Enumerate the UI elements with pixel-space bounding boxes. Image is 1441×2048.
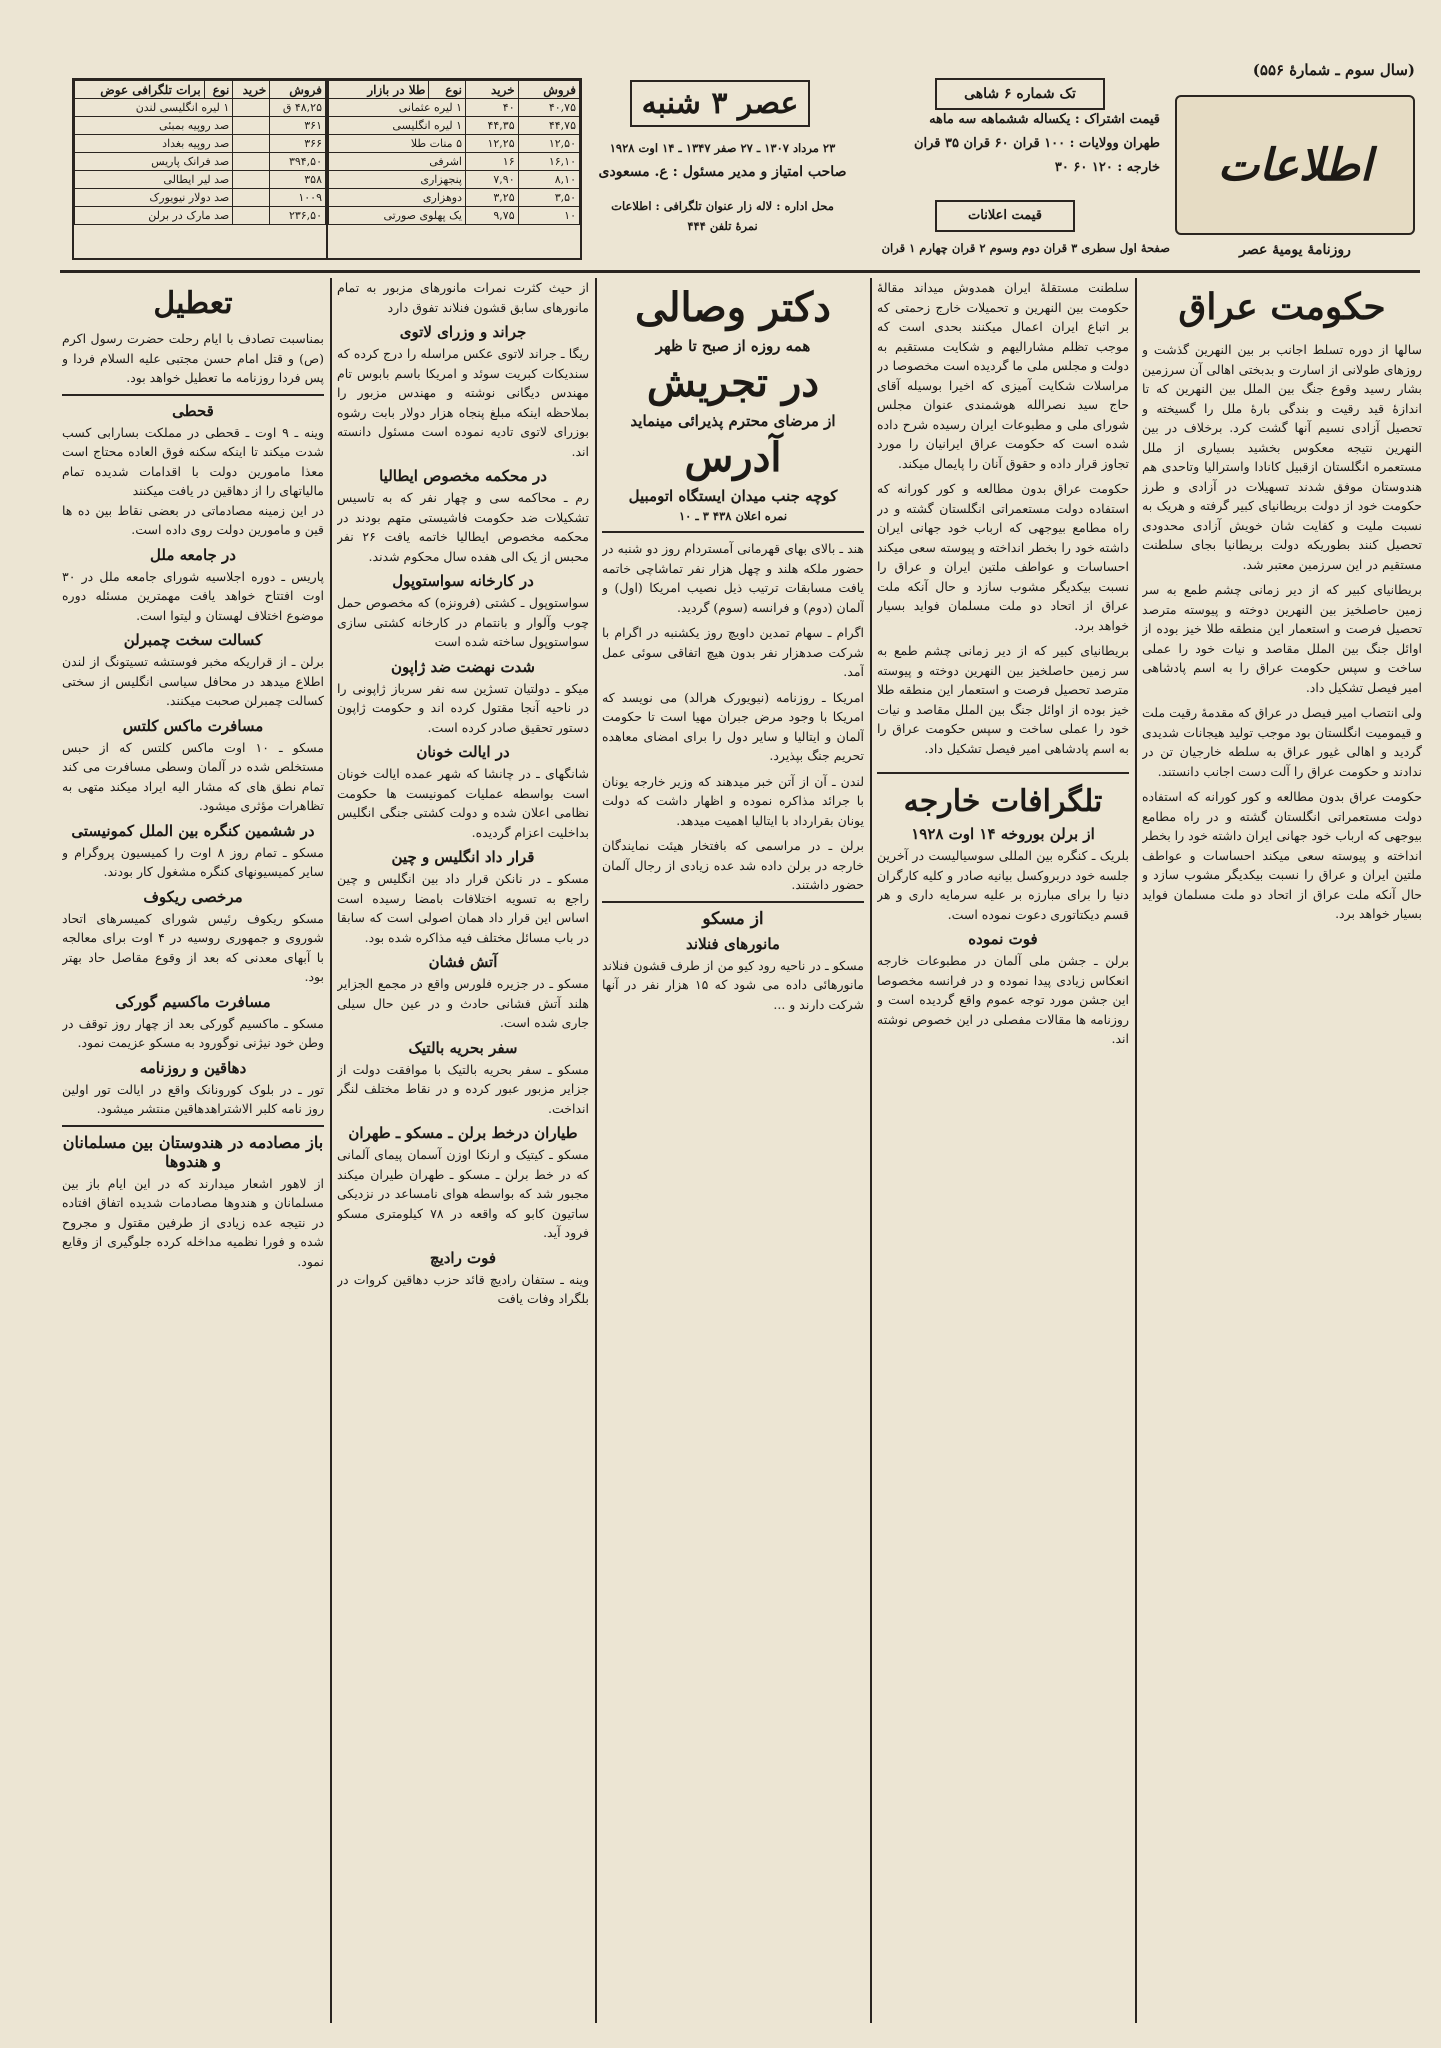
moscow-title: از مسکو — [702, 908, 764, 929]
congress-body: مسکو ـ تمام روز ۸ اوت را کمیسیون پروگرام و سایر کمیسیونهای کنگره مشغول کار بودند. — [62, 844, 324, 879]
exchange-cell — [233, 135, 270, 153]
closure-body: بمناسبت تصادف با ایام رحلت حضرت رسول اکرم (ص) و قتل امام حسن مجتبی علیه السلام فردا و پس فردا روزنامه ما تعطیل خواهد بود. — [62, 331, 324, 385]
gorky-body: مسکو ـ ماکسیم گورکی بعد از چهار روز توقف در وطن خود نیژنی نوگورود به مسکو عزیمت نمود. — [62, 1015, 324, 1050]
iraq-body: سالها از دوره تسلط اجانب بر بین النهرین گذشت و روزهای طولانی از اسارت و بدبختی اهالی آن سرزمین بشار رسید وقوع جنگ بین الملل بین النهرین که تا اندازهٔ قید رقیت و بندگی بارهٔ ملل را گسیخته و تحصیل آزادی نسیم آنها گشت کرد. برخلاف در بین النهرین نتیجه معکوس بخشید بسیاری از ملل مستعمره انگلستان ازقبیل کانادا واسترالیا وتاحدی هم هندوستان موفق شدند تسهیلات در آزادی و طرز حکومت خود از دولت بریطانیای کبیر گرفته و هریک به نسبت ملیت و کفایت شان خویش آزادی محدودی تحصیل کنند بطوریکه دولت بریطانیا بجای سلطنت مستقیم در این سرزمین معتبر شد. — [1142, 342, 1422, 572]
column-rule — [595, 278, 597, 2023]
foreign-telegrams-headline: تلگرافات خارجه — [903, 784, 1103, 819]
iraq-headline: حکومت عراق — [1178, 286, 1386, 328]
exchange-cell: صد روپیه بغداد — [75, 135, 233, 153]
doctor-ad-hours: همه روزه از صبح تا ظهر — [655, 337, 811, 355]
exchange-cell: صد دولار نیویورک — [75, 189, 233, 207]
radio-title: فوت رادیچ — [429, 1248, 497, 1267]
exchange-header-sell: فروش — [270, 81, 326, 99]
exchange-cell: صد فرانک پاریس — [75, 153, 233, 171]
league-title: در جامعه ملل — [150, 545, 236, 564]
exchange-table-panel — [74, 80, 326, 258]
section-divider — [602, 901, 864, 903]
exchange-cell: صد لیر ایطالی — [75, 171, 233, 189]
doctor-ad-number: نمره اعلان ۴۳۸ ۳ ـ ۱۰ — [678, 509, 788, 523]
gold-cell: پنجهزاری — [329, 171, 466, 189]
single-price-box: تک شماره ۶ شاهی — [935, 78, 1105, 110]
doctor-ad — [602, 284, 864, 533]
doctor-ad-title: دکتر وصالی — [635, 284, 831, 331]
exchange-header-buy: خرید — [233, 81, 270, 99]
tehran-rates: طهران وولایات : ۱۰۰ قران ۶۰ قران ۳۵ قران — [913, 136, 1160, 151]
exchange-cell: ۳۶۶ — [270, 135, 326, 153]
kellogg-title: مسافرت ماکس کلتس — [122, 716, 264, 735]
gold-cell: دوهزاری — [329, 189, 466, 207]
gold-header-type: نوع — [429, 81, 466, 99]
famine-body-2: در این زمینه مصادماتی در بعضی نقاط بین ده ها قین و مامورین دولت روی داده است. — [62, 502, 324, 537]
gold-table — [328, 80, 580, 225]
news-body-5: برلن ـ در مراسمی که بافتخار هیئت نمایندگان خارجه در برلن داده شد عده زیادی از رجال آلمان حضور داشتند. — [602, 838, 864, 892]
abroad-rates: خارجه : ۱۲۰ ۶۰ ۳۰ — [1054, 160, 1160, 175]
paper-name: عصر ۳ شنبه — [630, 80, 810, 127]
gold-cell: ۷,۹۰ — [465, 171, 518, 189]
italy-court-body: رم ـ محاکمه سی و چهار نفر که به تاسیس تشکیلات ضد حکومت فاشیستی متهم بودند در محکمه مخصوص ایطالیا خاتمه یافت ۲۶ نفر محبس از یک الی هفده سال محکوم شدند. — [337, 490, 589, 564]
column-5 — [62, 278, 324, 2020]
gold-cell: اشرفی — [329, 153, 466, 171]
italy-court-title: در محکمه مخصوص ایطالیا — [379, 467, 547, 485]
india-body: از لاهور اشعار میدارند که در این ایام باز بین مسلمانان و هندوها مصادمات شدیده اتفاق افتاده در نتیجه عده زیادی از طرفین مقتول و مجروح شده و فورا نظمیه مداخله کرده جلوگیری از وقایع نمود. — [62, 1175, 324, 1269]
jarand-body: ریگا ـ جراند لاتوی عکس مراسله را درج کرده که سندیکات کبریت سوئد و امریکا باسم بابوس تام مهندس دیگانی نوشته و مهندس مزبور را بملاحظه اینکه مبلغ پنجاه هزار دولار بابت رشوه بوزرای لاتوی تادیه نموده است مسئول دانسته اند. — [337, 346, 589, 459]
gold-cell: ۱ لیره انگلیسی — [329, 117, 466, 135]
finland-body: مسکو ـ در ناحیه رود کیو من از طرف قشون فنلاند مانورهائی داده می شود که ۱۵ هزار نفر در آنها شرکت دارند و ... — [602, 957, 864, 1012]
column-3 — [602, 278, 864, 2020]
famine-title: قحطی — [172, 401, 214, 420]
exchange-cell — [233, 171, 270, 189]
rykov-body: مسکو ریکوف رئیس شورای کمیسرهای اتحاد شوروی و جمهوری روسیه در ۴ اوت برای معالجه با آبهای معدنی که بعد از وقوع مقاصل حاد بهتر بود. — [62, 910, 324, 984]
exchange-cell: صد روپیه بمبئی — [75, 117, 233, 135]
gold-cell: ۴۴,۳۵ — [465, 117, 518, 135]
gold-cell: ۱ لیره عثمانی — [329, 99, 466, 117]
owner-line: صاحب امتیاز و مدیر مسئول : ع. مسعودی — [598, 164, 847, 180]
gold-cell: ۱۲,۲۵ — [465, 135, 518, 153]
section-divider — [62, 394, 324, 396]
china-title: قرار داد انگلیس و چین — [391, 848, 535, 866]
column-1 — [1142, 278, 1422, 2020]
china-body: مسکو ـ در نانکن قرار داد بین انگلیس و چین راجع به تسویه اختلافات بامضا رسیده است اساس این قرار داد همان اصولی است که سابقا در باب مسائل مختلف فیه مذاکره شده بود. — [337, 871, 589, 945]
column-rule — [1135, 278, 1137, 2023]
date-line: ۲۳ مرداد ۱۳۰۷ ـ ۲۷ صفر ۱۳۴۷ ـ ۱۴ اوت ۱۹۲۸ — [609, 141, 836, 155]
fire-body: مسکو ـ در جزیره فلورس واقع در مجمع الجزایر هلند آتش فشانی حادث و در عین حال سیلی جاری شده است. — [337, 976, 589, 1030]
exchange-cell — [233, 153, 270, 171]
khorasan-title: در ایالت خونان — [416, 743, 510, 761]
subscription-label: قیمت اشتراک : یکساله ششماهه سه ماهه — [929, 112, 1160, 127]
exchange-table — [74, 80, 326, 225]
gold-cell: ۵ منات طلا — [329, 135, 466, 153]
column-rule — [870, 278, 872, 2023]
exchange-cell: ۳۹۴,۵۰ — [270, 153, 326, 171]
gold-cell: ۸,۱۰ — [518, 171, 579, 189]
gold-cell: ۳,۵۰ — [518, 189, 579, 207]
radio-body: وینه ـ ستفان رادیچ قائد حزب دهاقین کروات در بلگراد وفات یافت — [337, 1271, 589, 1306]
news-body-4: لندن ـ آن از آتن خبر میدهند که وزیر خارجه یونان با جرائد مذاکره نموده و اظهار داشت که دولت یونان بقرارداد با ایتالیا اهمیت میدهد. — [602, 773, 864, 828]
finland-continued: از حیث کثرت نمرات مانورهای مزبور به تمام مانورهای سابق قشون فنلاند تفوق دارد — [337, 280, 589, 315]
gold-cell: ۳,۲۵ — [465, 189, 518, 207]
gold-table-panel — [326, 80, 580, 258]
issue-number: (سال سوم ـ شمارهٔ ۵۵۶) — [1252, 61, 1415, 79]
news-body: هند ـ بالای بهای قهرمانی آمستردام روز دو شنبه در حضور ملکه هلند و چهل هزار نفر تماشاچی خاتمه یافت مسابقات ترتیب ذیل نصیب امریکا (اول) و آلمان (دوم) و فرانسه (سوم) گردید. — [602, 541, 864, 615]
flight-title: طیاران درخط برلن ـ مسکو ـ طهران — [348, 1124, 578, 1142]
congress-title: در ششمین کنگره بین الملل کمونیستی — [71, 821, 315, 840]
finland-title: مانورهای فنلاند — [686, 934, 780, 953]
exchange-cell: صد مارک در برلن — [75, 207, 233, 225]
column-4 — [337, 278, 589, 2020]
section-divider — [877, 772, 1129, 774]
foreign-telegrams-sub: فوت نموده — [968, 930, 1038, 948]
gold-cell: یک پهلوی صورتی — [329, 207, 466, 225]
newspaper-logo — [1175, 95, 1415, 235]
iraq-continued-body-3: بریطانیای کبیر که از دیر زمانی چشم طمع به سر زمین حاصلخیز بین النهرین دوخته و پیوسته مترصد تحصیل فرصت و استعمار این منطقه طلا خیز بوده از اوائل جنگ بین الملل مقاصد و نیات خود را عملی ساخت و سپس حکومت عراق را به اسم پادشاهی امیر فیصل تشکیل داد. — [877, 643, 1129, 756]
iraq-body-repeat: حکومت عراق بدون مطالعه و کور کورانه که استفاده دولت مستعمراتی انگلستان گشته و در راه مطامع بیوجهی که ارباب خود جهانی ایران داشته خود را بخطر انداخته و پیوسته سعی میکند احساسات و عواطف ملتین ایران و عراق را نسبت بیکدیگر مشوب سازد و حال آنکه ملت عراق از اتحاد دو ملت مسلمان فواید بسیار خواهد برد. — [1142, 789, 1422, 921]
gold-cell: ۱۲,۵۰ — [518, 135, 579, 153]
baltic-title: سفر بحریه بالتیک — [408, 1038, 518, 1057]
section-divider — [62, 1125, 324, 1127]
doctor-ad-place: در تجریش — [646, 359, 820, 406]
exchange-cell: ۳۶۱ — [270, 117, 326, 135]
ad-price-text: صفحهٔ اول سطری ۳ قران دوم وسوم ۲ قران چهارم ۱ قران — [881, 241, 1170, 255]
exchange-cell: ۲۳۶,۵۰ — [270, 207, 326, 225]
doctor-ad-line2: از مرضای محترم پذیرائی مینماید — [630, 412, 836, 430]
famine-body: وینه ـ ۹ اوت ـ قحطی در مملکت بسارابی کسب شدت میکند تا اینکه سکنه فوق العاده محتاج است معذا مامورین دولت با اقدامات شدیده تمام مالیاتهای را از دهاقین در یافت میکنند — [62, 424, 324, 498]
iraq-continued-body: سلطنت مستقلهٔ ایران همدوش میداند مقالهٔ حکومت بین النهرین و تحمیلات خارج زحمتی که بر اتباع ایران اعمال میکنند بحدی است که موجب تظلم مشارالیهم و شکایت مستقیم به دولت و مجلس ملی ما گردیده است مخصوصا در مراسلات شکایت آمیزی که اخیرا بوسیله آقای حاج سید نصرالله هوشمندی عنوان مجلس شورای ملی و مطبوعات ایران رسیده شرح داده شده است که حکومت عراق ایرانیان را مورد تجاوز قرار داده و حقوق آنان را پایمال میکند. — [877, 280, 1129, 471]
iraq-continued-body-2: حکومت عراق بدون مطالعه و کور کورانه که استفاده دولت مستعمراتی انگلستان گشته و در راه مطامع بیوجهی که ارباب خود جهانی ایران داشته خود را بخطر انداخته و پیوسته سعی میکند احساسات و عواطف ملتین ایران و عراق را نسبت بیکدیگر مشوب سازد و حال آنکه ملت عراق از اتحاد دو ملت مسلمان فواید بسیار خواهد برد. — [877, 481, 1129, 633]
iraq-body-3: ولی انتصاب امیر فیصل در عراق که مقدمهٔ رقیت ملت و قیمومیت انگلستان بود موجب تولید هیجانات شدیدی گردید و اهالی غیور عراق به سلطه خارجیان تن در ندادند و حکومت عراق را آلت دست اجانب دانستند. — [1142, 705, 1422, 779]
villagers-title: دهاقین و روزنامه — [139, 1058, 247, 1077]
column-rule — [330, 278, 332, 2023]
exchange-title: برات تلگرافی عوض — [75, 81, 205, 99]
exchange-cell: ۴۸,۲۵ ق — [270, 99, 326, 117]
rykov-title: مرخصی ریکوف — [143, 887, 243, 906]
fire-title: آتش فشان — [428, 953, 498, 971]
jarand-title: جراند و وزرای لاتوی — [399, 323, 527, 341]
gold-cell: ۴۰ — [465, 99, 518, 117]
gold-header-sell: فروش — [518, 81, 579, 99]
office-line: محل اداره : لاله زار عنوان تلگرافی : اطلاعات — [611, 199, 834, 213]
kellogg-body: مسکو ـ ۱۰ اوت ماکس کلتس که از حبس مستخلص شده در آلمان وسطی مسافرت می کند تمام نطق های که مشار الیه ایراد میکند متهی به تظاهرات مؤثری میشود. — [62, 739, 324, 813]
column-2 — [877, 278, 1129, 2020]
doctor-ad-address-label: آدرس — [684, 434, 782, 481]
japan-title: شدت نهضت ضد ژاپون — [390, 657, 536, 676]
gold-cell: ۱۰ — [518, 207, 579, 225]
exchange-header-type: نوع — [204, 81, 233, 99]
phone-line: نمرهٔ تلفن ۴۴۴ — [687, 219, 758, 233]
league-body: پاریس ـ دوره اجلاسیه شورای جامعه ملل در ۳۰ اوت افتتاح خواهد یافت مهمترین مسئله دوره موضوع اختلاف لهستان و لیتوا است. — [62, 568, 324, 623]
khorasan-body: شانگهای ـ در چانشا که شهر عمده ایالت خونان است بواسطه عملیات کمونیست ها حکومت نظامی اعلان شده و دولت کشتی جنگی انگلیس بداخلیت اعزام گردیده. — [337, 766, 589, 840]
news-body-3: امریکا ـ روزنامه (نیویورک هرالد) می نویسد که امریکا با وجود مرض جبران مهیا است تا حکومت آلمان و ایتالیا و سایر دول را برای امضای معاهده تحریم جنگ بپذیرد. — [602, 689, 864, 763]
doctor-ad-address: کوچه جنب میدان ایستگاه اتومبیل — [628, 487, 838, 505]
exchange-cell: ۱ لیره انگلیسی لندن — [75, 99, 233, 117]
closure-headline: تعطیل — [153, 286, 233, 321]
gorky-title: مسافرت ماکسیم گورکی — [115, 992, 271, 1011]
sevastopol-title: در کارخانه سواستوپول — [392, 572, 534, 590]
villagers-body: تور ـ در بلوک کورونانک واقع در ایالت تور اولین روز نامه کلبر الاشتراهدهاقین منتشر میشود. — [62, 1081, 324, 1116]
japan-body: میکو ـ دولتیان تسژین سه نفر سرباز ژاپونی را در ناحیه آنجا مقتول کرده اند و حکومت ژاپون دستور تحقیق صادر کرده است. — [337, 680, 589, 735]
market-table-box — [72, 78, 582, 260]
gold-cell: ۹,۷۵ — [465, 207, 518, 225]
logo-text: اطلاعات — [1217, 139, 1373, 191]
gold-cell: ۱۶,۱۰ — [518, 153, 579, 171]
chamberlain-title: کسالت سخت چمبرلن — [123, 631, 263, 649]
gold-title: طلا در بازار — [329, 81, 429, 99]
baltic-body: مسکو ـ سفر بحریه بالتیک با موافقت دولت از جزایر مزبور عبور کرده و در نقاط مختلف لنگر انداخت. — [337, 1061, 589, 1116]
exchange-cell: ۱۰۰۹ — [270, 189, 326, 207]
gold-cell: ۴۴,۷۵ — [518, 117, 579, 135]
foreign-telegrams-body-2: برلن ـ جشن ملی آلمان در مطبوعات خارجه انعکاس زیادی پیدا نموده و در فرانسه مخصوصا این جشن مورد توجه عموم واقع گردیده است و روزنامه ها مقالات مفصلی در این خصوص نوشته اند. — [877, 953, 1129, 1046]
iraq-body-2: بریطانیای کبیر که از دیر زمانی چشم طمع به سر زمین حاصلخیز بین النهرین دوخته و پیوسته مترصد تحصیل فرصت و استعمار این منطقه طلا خیز بوده از اوائل جنگ بین الملل مقاصد و نیات خود را عملی ساخت و سپس حکومت عراق را به اسم پادشاهی امیر فیصل تشکیل داد. — [1142, 582, 1422, 695]
flight-body: مسکو ـ کیتیک و ارنکا اوزن آسمان پیمای آلمانی که در خط برلن ـ مسکو ـ طهران طیران میکند مجبور شد که بواسطه هوای نامساعد در نزدیکی ساتیون کابو که واقعه در ۷۸ کیلومتری مسکو فرود آید. — [337, 1147, 589, 1240]
ad-price-title: قیمت اعلانات — [935, 200, 1075, 232]
exchange-cell — [233, 189, 270, 207]
news-body-2: اگرام ـ سهام تمدین داویچ روز یکشنبه در اگرام با شرکت صدهزار نفر بدون هیچ اتفاقی سوئی عمل آمد. — [602, 625, 864, 679]
sevastopol-body: سواستوپول ـ کشتی (فرونزه) که مخصوص حمل چوب وآلوار و بانتمام در کارخانه کشتی سازی سواستوپول ساخته شده است — [337, 595, 589, 649]
exchange-cell: ۳۵۸ — [270, 171, 326, 189]
exchange-cell — [233, 207, 270, 225]
gold-header-buy: خرید — [465, 81, 518, 99]
gold-cell: ۱۶ — [465, 153, 518, 171]
masthead-rule — [60, 270, 1420, 273]
india-title: باز مصادمه در هندوستان بین مسلمانان و هندوها — [62, 1132, 324, 1171]
masthead-subtitle: روزنامهٔ یومیهٔ عصر — [1239, 242, 1351, 258]
gold-cell: ۴۰,۷۵ — [518, 99, 579, 117]
chamberlain-body: برلن ـ از قراریکه مخبر فوستشه تسیتونگ از لندن اطلاع میدهد در محافل سیاسی انگلیس از سختی کسالت چمبرلن صحبت میکنند. — [62, 654, 324, 708]
foreign-telegrams-date: از برلن بوروخه ۱۴ اوت ۱۹۲۸ — [911, 825, 1095, 843]
foreign-telegrams-body: بلریک ـ کنگره بین المللی سوسیالیست در آخرین جلسه خود دربروکسل بیانیه صادر و کلیه کارگران دنیا را برای مبارزه بر علیه سرمایه داری و هر قسم دیکتاتوری دعوت نموده است. — [877, 848, 1129, 922]
exchange-cell — [233, 99, 270, 117]
exchange-cell — [233, 117, 270, 135]
